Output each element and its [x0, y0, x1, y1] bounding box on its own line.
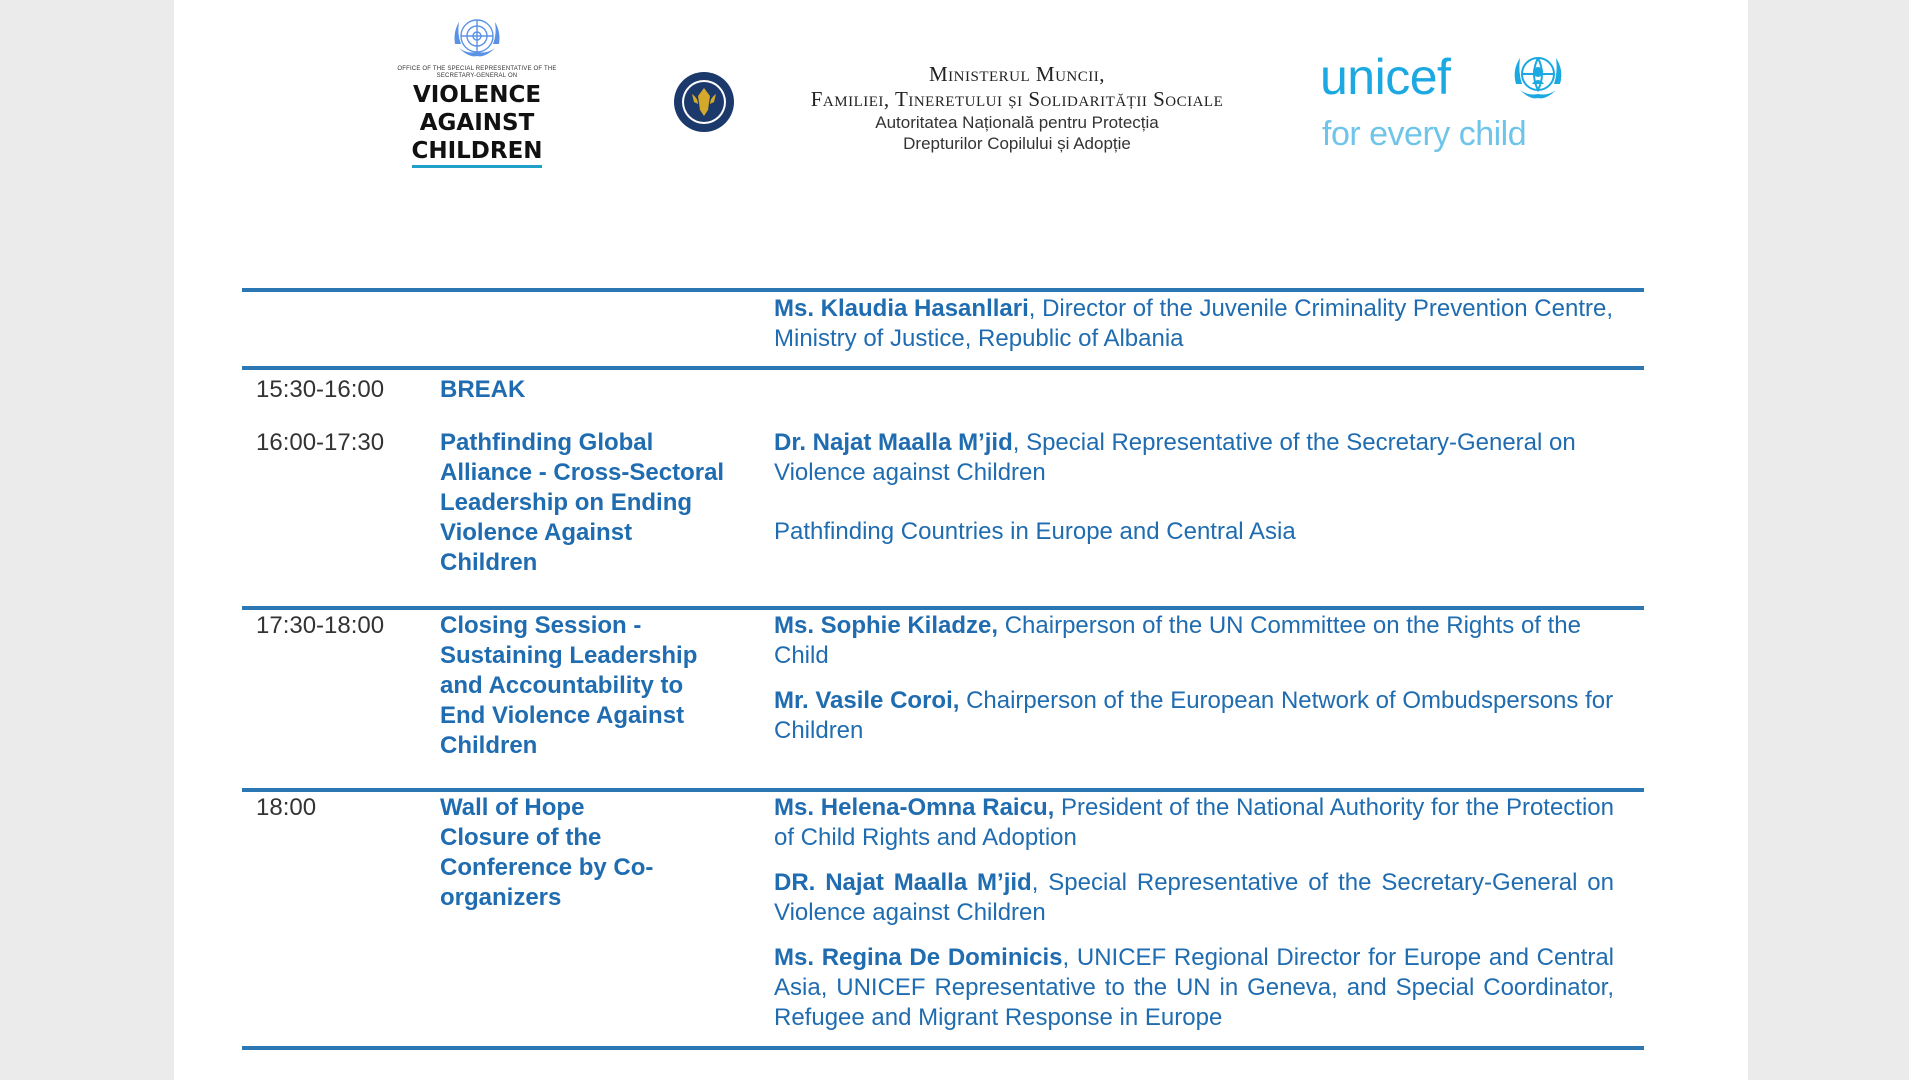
speaker-description: , Special Representative of the Secretary-General on Violence against Children	[774, 869, 1614, 926]
vac-logo	[397, 14, 557, 174]
speaker-name: DR. Najat Maalla M’jid	[774, 869, 1032, 896]
agenda-row-pathfinding	[242, 428, 1644, 610]
speaker-name: Ms. Regina De Dominicis	[774, 944, 1063, 971]
speaker-description: Pathfinding Countries in Europe and Central Asia	[774, 518, 1296, 545]
ministry-name-line-1: Ministerul Muncii,	[929, 62, 1105, 86]
session-cell	[440, 292, 774, 366]
session-title-line: Pathfinding Global	[440, 429, 654, 456]
speaker-entry	[774, 428, 1614, 488]
session-title-line: Children	[440, 549, 538, 576]
document-page	[174, 0, 1748, 1080]
session-title-line: Closing Session -	[440, 612, 642, 639]
time-cell: 16:00-17:30	[256, 429, 385, 456]
agenda-table	[242, 288, 1644, 1050]
speakers-cell	[774, 292, 1614, 366]
speaker-entry	[774, 686, 1614, 746]
unicef-emblem-icon	[1510, 50, 1566, 104]
time-cell: 18:00	[256, 794, 317, 821]
speaker-entry	[774, 294, 1614, 354]
speakers-cell	[774, 610, 1614, 788]
session-cell	[440, 428, 774, 606]
vac-underline	[412, 165, 542, 168]
unicef-logo	[1320, 48, 1560, 168]
speaker-entry	[774, 611, 1614, 671]
ministry-text	[747, 62, 1287, 154]
time-cell: 15:30-16:00	[256, 376, 385, 403]
speakers-cell	[774, 428, 1614, 606]
unicef-tagline: for every child	[1322, 115, 1527, 153]
session-title-line: Children	[440, 732, 538, 759]
speakers-cell	[774, 370, 1614, 428]
vac-title-line-3: CHILDREN	[411, 138, 543, 164]
vac-title-line-1: VIOLENCE	[412, 82, 542, 108]
speaker-description: Chairperson of the European Network of Ombudspersons for Children	[774, 687, 1614, 744]
speaker-entry	[774, 793, 1614, 853]
ministry-name-line-2: Familiei, Tineretului și Solidarității Sociale	[810, 87, 1224, 111]
agenda-row-break	[242, 370, 1644, 428]
vac-title-line-2: AGAINST	[419, 110, 535, 136]
speaker-description: Chairperson of the UN Committee on the Rights of the Child	[774, 612, 1581, 669]
session-title-line: and Accountability to	[440, 672, 684, 699]
speaker-name: Ms. Klaudia Hasanllari	[774, 295, 1029, 322]
session-cell	[440, 610, 774, 788]
speaker-name: Mr. Vasile Coroi,	[774, 687, 960, 714]
session-title-line: Closure of the	[440, 824, 602, 851]
vac-office-text: OFFICE OF THE SPECIAL REPRESENTATIVE OF THE SECRETARY-GENERAL ON	[397, 66, 557, 79]
session-title-line: Leadership on Ending	[440, 489, 693, 516]
romanian-government-seal-icon	[672, 70, 736, 134]
speaker-entry	[774, 943, 1614, 1033]
un-emblem-icon	[449, 14, 505, 64]
session-title-line: End Violence Against	[440, 702, 685, 729]
agenda-row-continuation	[242, 292, 1644, 370]
session-cell	[440, 370, 774, 428]
session-title-line: organizers	[440, 884, 562, 911]
speaker-description: President of the National Authority for the Protection of Child Rights and Adoption	[774, 794, 1614, 851]
session-title-line: Violence Against	[440, 519, 633, 546]
speaker-description: , UNICEF Regional Director for Europe and Central Asia, UNICEF Representative to the UN in Geneva, and Special Coordinator, Refugee and Migrant Response in Europe	[774, 944, 1614, 1031]
session-title-line: BREAK	[440, 376, 526, 403]
agenda-row-closing-session	[242, 610, 1644, 792]
speakers-cell	[774, 792, 1614, 1046]
authority-name-line-2: Drepturilor Copilului și Adopție	[903, 134, 1131, 153]
session-title-line: Sustaining Leadership	[440, 642, 698, 669]
session-title-line: Conference by Co-	[440, 854, 654, 881]
session-title-line: Alliance - Cross-Sectoral	[440, 459, 725, 486]
authority-name-line-1: Autoritatea Națională pentru Protecția	[875, 113, 1159, 132]
speaker-name: Ms. Helena-Omna Raicu,	[774, 794, 1055, 821]
speaker-name: Dr. Najat Maalla M’jid	[774, 429, 1013, 456]
time-cell: 17:30-18:00	[256, 612, 385, 639]
speaker-description: , Special Representative of the Secretary-General on Violence against Children	[774, 429, 1576, 486]
agenda-row-wall-of-hope	[242, 792, 1644, 1050]
speaker-entry	[774, 517, 1614, 547]
time-cell	[242, 292, 440, 366]
speaker-entry	[774, 868, 1614, 928]
session-title-line: Wall of Hope	[440, 794, 585, 821]
session-cell	[440, 792, 774, 1046]
speaker-name: Ms. Sophie Kiladze,	[774, 612, 999, 639]
ministry-logo	[672, 58, 1292, 158]
speaker-description: , Director of the Juvenile Criminality Prevention Centre, Ministry of Justice, Republic of Albania	[774, 295, 1614, 352]
unicef-wordmark: unicef	[1320, 49, 1451, 105]
